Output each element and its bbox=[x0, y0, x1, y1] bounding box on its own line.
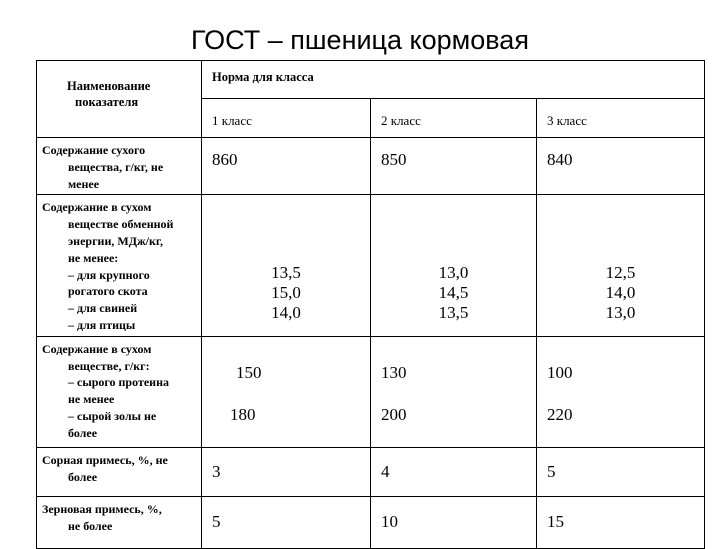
table-row bbox=[37, 496, 705, 548]
value-cell: 5 bbox=[202, 496, 371, 548]
indicator-cell bbox=[37, 195, 202, 336]
value-line: 13,0 bbox=[605, 303, 636, 323]
value-line: 12,5 bbox=[605, 263, 636, 283]
value-line: 180 bbox=[230, 404, 256, 424]
value-cell: 10 bbox=[371, 496, 537, 548]
value-line: 15,0 bbox=[271, 283, 301, 303]
value-line: 14,0 bbox=[605, 283, 636, 303]
indicator-line: рогатого скота bbox=[68, 284, 148, 299]
value-cell: 4 bbox=[371, 447, 537, 496]
indicator-line: не менее bbox=[68, 392, 115, 407]
value-line: 14,5 bbox=[438, 283, 469, 303]
value-line: 200 bbox=[381, 404, 407, 424]
value-cell bbox=[202, 336, 371, 447]
header-class-3: 3 класс bbox=[537, 99, 705, 138]
indicator-line: энергии, МДж/кг, bbox=[68, 233, 164, 248]
gost-table bbox=[36, 60, 705, 549]
indicator-line: не менее: bbox=[68, 250, 119, 265]
indicator-cell bbox=[37, 138, 202, 195]
indicator-line: – для птицы bbox=[68, 317, 136, 332]
indicator-line: Сорная примесь, %, не bbox=[42, 452, 168, 467]
indicator-cell bbox=[37, 336, 202, 447]
header-norm: Норма для класса bbox=[202, 61, 705, 99]
page-title: ГОСТ – пшеница кормовая bbox=[191, 25, 529, 55]
value-cell: 15 bbox=[537, 496, 705, 548]
header-name-line: Наименование bbox=[67, 79, 151, 93]
indicator-cell bbox=[37, 447, 202, 496]
value-cell bbox=[371, 195, 537, 336]
indicator-line: не более bbox=[68, 518, 113, 533]
value-line: 220 bbox=[547, 404, 573, 424]
value-cell: 840 bbox=[537, 138, 705, 195]
indicator-cell bbox=[37, 496, 202, 548]
header-name-line: показателя bbox=[75, 95, 139, 109]
value-line: 100 bbox=[547, 362, 573, 382]
table-row bbox=[37, 447, 705, 496]
value-line: 13,0 bbox=[438, 263, 469, 283]
value-cell: 3 bbox=[202, 447, 371, 496]
value-cell bbox=[371, 336, 537, 447]
value-cell bbox=[202, 195, 371, 336]
indicator-line: – для свиней bbox=[68, 301, 138, 316]
header-class-1: 1 класс bbox=[202, 99, 371, 138]
indicator-line: менее bbox=[68, 176, 100, 191]
value-line: 13,5 bbox=[271, 263, 301, 283]
value-line: 14,0 bbox=[271, 303, 301, 323]
indicator-line: Зерновая примесь, %, bbox=[42, 501, 162, 516]
table-row bbox=[37, 336, 705, 447]
header-class-2: 2 класс bbox=[371, 99, 537, 138]
value-cell: 860 bbox=[202, 138, 371, 195]
value-cell: 850 bbox=[371, 138, 537, 195]
header-indicator-name bbox=[37, 61, 202, 138]
value-cell: 5 bbox=[537, 447, 705, 496]
table-row bbox=[37, 138, 705, 195]
indicator-line: веществе, г/кг: bbox=[68, 358, 150, 373]
indicator-line: – для крупного bbox=[68, 267, 150, 282]
indicator-line: вещества, г/кг, не bbox=[68, 159, 164, 174]
indicator-line: Содержание в сухом bbox=[42, 341, 152, 356]
value-line: 150 bbox=[236, 362, 262, 382]
indicator-line: Содержание сухого bbox=[42, 143, 146, 157]
table-row bbox=[37, 195, 705, 336]
value-line: 130 bbox=[381, 362, 407, 382]
value-line: 13,5 bbox=[438, 303, 469, 323]
indicator-line: более bbox=[68, 469, 98, 484]
header-row bbox=[37, 61, 705, 99]
indicator-line: веществе обменной bbox=[68, 217, 174, 232]
indicator-line: – сырого протеина bbox=[68, 375, 169, 390]
indicator-line: – сырой золы не bbox=[68, 408, 157, 423]
indicator-line: Содержание в сухом bbox=[42, 200, 152, 215]
value-cell bbox=[537, 195, 705, 336]
value-cell bbox=[537, 336, 705, 447]
indicator-line: более bbox=[68, 425, 98, 440]
